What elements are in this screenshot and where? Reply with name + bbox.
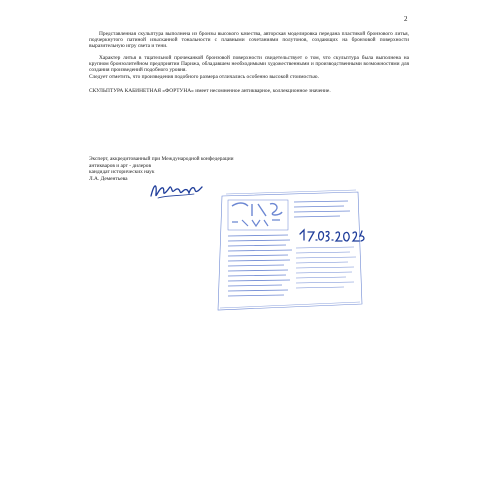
page-number: 2 [404, 15, 408, 23]
paragraph-conclusion: СКУЛЬПТУРА КАБИНЕТНАЯ «ФОРТУНА» имеет несомненное антикварное, коллекционное значение. [89, 87, 331, 94]
document-body [89, 31, 409, 94]
cinoa-stamp [208, 186, 368, 314]
paragraph-description: Представленная скульптура выполнена из бронзы высокого качества, авторская моделировка передана пластикой бронзового литья, подчеркнутого патиной изысканной тональности с плавными сочетаниями полутонов, создающих на бронзовой поверхности выразительную игру света и тени. [89, 31, 409, 50]
paragraph-cost: Следует отметить, что произведения подобного размера отличались особенно высокой стоимостью. [89, 73, 319, 80]
expert-org-line: антикваров и арт - дилеров [89, 162, 152, 169]
handwritten-signature [148, 178, 204, 202]
expert-degree-line: кандидат исторических наук [89, 169, 155, 176]
expert-title-line: Эксперт, аккредитованный при Международной конфедерации [89, 156, 234, 162]
expert-signature-block [89, 156, 349, 182]
paragraph-casting: Характер литья в тщательной прочеканкой бронзовой поверхности свидетельствует о том, что скульптура была выполнена на крупном бронзолитейном предприятии Парижа, обладавшем необходимыми художественными и производственными возможностями для создания произведений подобного уровня. [89, 55, 409, 74]
expert-name-line: Л.А. Дементьева [89, 175, 128, 182]
